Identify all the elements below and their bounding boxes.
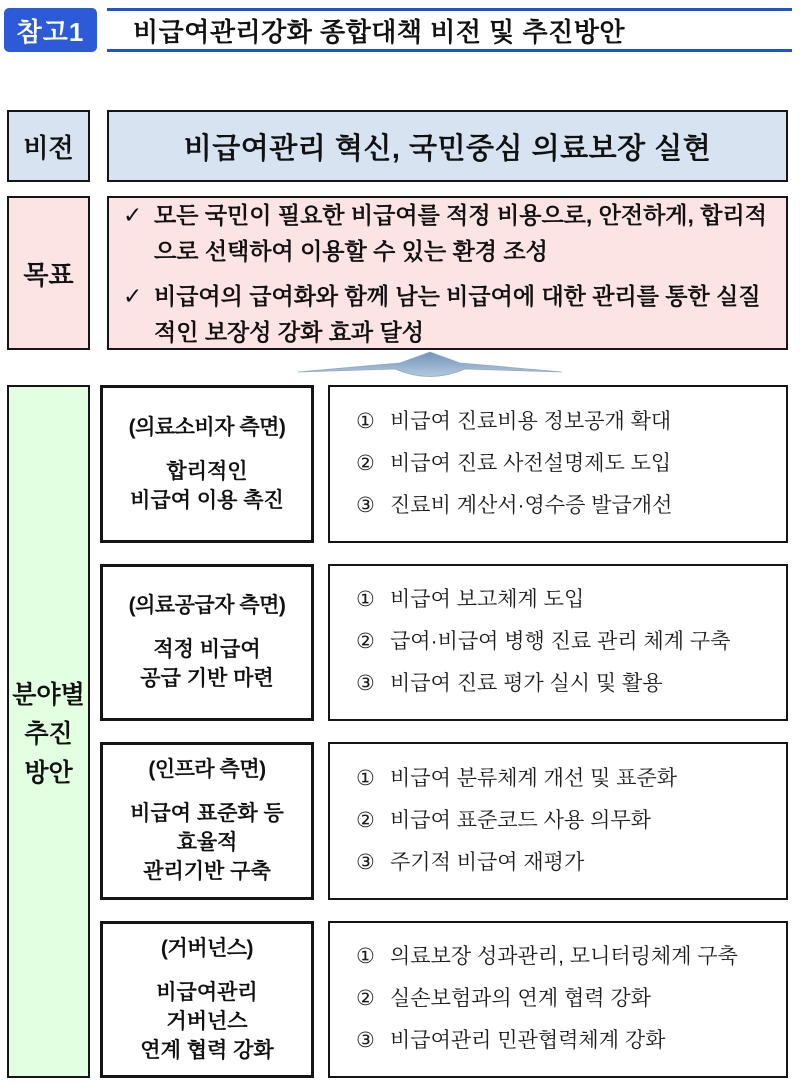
detail-text: 비급여관리 민관협력체계 강화 xyxy=(390,1029,666,1053)
field-row-governance xyxy=(100,921,788,1079)
detail-text: 실손보험과의 연계 협력 강화 xyxy=(390,987,651,1011)
category-aspect: (인프라 측면) xyxy=(148,758,266,782)
circled-number-icon: ② xyxy=(356,451,375,475)
fields-label-line: 추진 xyxy=(24,719,73,748)
category-title: 적정 비급여 공급 기반 마련 xyxy=(140,638,274,691)
circled-number-icon: ② xyxy=(356,630,375,654)
vision-statement: 비급여관리 혁신, 국민중심 의료보장 실현 xyxy=(107,110,788,182)
category-aspect: (의료소비자 측면) xyxy=(128,415,286,439)
detail-box xyxy=(328,385,788,543)
detail-item xyxy=(356,806,776,836)
detail-item xyxy=(356,449,776,479)
goal-text: 모든 국민이 필요한 비급여를 적정 비용으로, 안전하게, 합리적으로 선택하여 이용할 수 있는 환경 조성 xyxy=(154,201,767,264)
detail-text: 비급여 보고체계 도입 xyxy=(390,588,585,612)
category-aspect: (의료공급자 측면) xyxy=(128,594,286,618)
field-rows xyxy=(98,385,788,1078)
fields-label-line: 방안 xyxy=(24,758,73,787)
detail-item xyxy=(356,669,776,699)
circled-number-icon: ③ xyxy=(356,672,375,696)
detail-item xyxy=(356,764,776,794)
detail-box xyxy=(328,564,788,722)
detail-item xyxy=(356,491,776,521)
check-icon: ✓ xyxy=(123,201,143,228)
circled-number-icon: ③ xyxy=(356,850,375,874)
circled-number-icon: ① xyxy=(356,766,375,790)
detail-item xyxy=(356,1026,776,1056)
field-row-consumer xyxy=(100,385,788,543)
detail-item xyxy=(356,848,776,878)
category-box xyxy=(100,742,314,900)
circled-number-icon: ③ xyxy=(356,1029,375,1053)
goal-text: 비급여의 급여화와 함께 남는 비급여에 대한 관리를 통한 실질적인 보장성 강화 효과 달성 xyxy=(154,282,761,345)
category-title: 비급여 표준화 등 효율적 관리기반 구축 xyxy=(130,802,284,884)
detail-text: 급여·비급여 병행 진료 관리 체계 구축 xyxy=(390,630,731,654)
detail-box xyxy=(328,742,788,900)
circled-number-icon: ① xyxy=(356,588,375,612)
detail-text: 진료비 계산서·영수증 발급개선 xyxy=(390,493,673,517)
check-icon: ✓ xyxy=(123,282,143,309)
page-title: 비급여관리강화 종합대책 비전 및 추진방안 xyxy=(133,16,625,47)
vision-row xyxy=(7,110,788,182)
circled-number-icon: ③ xyxy=(356,493,375,517)
page-title-box xyxy=(107,8,792,52)
detail-item xyxy=(356,942,776,972)
category-aspect: (거버넌스) xyxy=(160,936,254,960)
field-row-supplier xyxy=(100,564,788,722)
detail-text: 비급여 진료비용 정보공개 확대 xyxy=(390,409,672,433)
header xyxy=(4,8,792,52)
goal-item xyxy=(123,197,772,269)
detail-item xyxy=(356,984,776,1014)
detail-text: 비급여 분류체계 개선 및 표준화 xyxy=(390,766,678,790)
detail-item xyxy=(356,627,776,657)
detail-box xyxy=(328,921,788,1079)
detail-text: 비급여 진료 평가 실시 및 활용 xyxy=(390,672,663,696)
detail-text: 의료보장 성과관리, 모니터링체계 구축 xyxy=(390,945,738,969)
detail-text: 주기적 비급여 재평가 xyxy=(390,850,585,874)
detail-text: 비급여 표준코드 사용 의무화 xyxy=(390,808,651,832)
fields-label-line: 분야별 xyxy=(12,680,85,709)
fields-label xyxy=(7,385,90,1078)
category-title: 비급여관리 거버넌스 연계 협력 강화 xyxy=(140,980,274,1062)
detail-item xyxy=(356,585,776,615)
circled-number-icon: ① xyxy=(356,409,375,433)
circled-number-icon: ② xyxy=(356,987,375,1011)
fields-section xyxy=(7,385,788,1078)
goal-item xyxy=(123,278,772,350)
detail-item xyxy=(356,407,776,437)
detail-text: 비급여 진료 사전설명제도 도입 xyxy=(390,451,672,475)
goal-row xyxy=(7,196,788,350)
category-box xyxy=(100,921,314,1079)
reference-badge: 참고1 xyxy=(4,8,97,52)
circled-number-icon: ① xyxy=(356,945,375,969)
goal-box xyxy=(107,196,788,350)
field-row-infra xyxy=(100,742,788,900)
category-title: 합리적인 비급여 이용 촉진 xyxy=(130,459,284,512)
category-box xyxy=(100,564,314,722)
category-box xyxy=(100,385,314,543)
goal-label: 목표 xyxy=(7,196,90,350)
vision-label: 비전 xyxy=(7,110,90,182)
up-arrow-icon xyxy=(298,351,562,384)
circled-number-icon: ② xyxy=(356,808,375,832)
